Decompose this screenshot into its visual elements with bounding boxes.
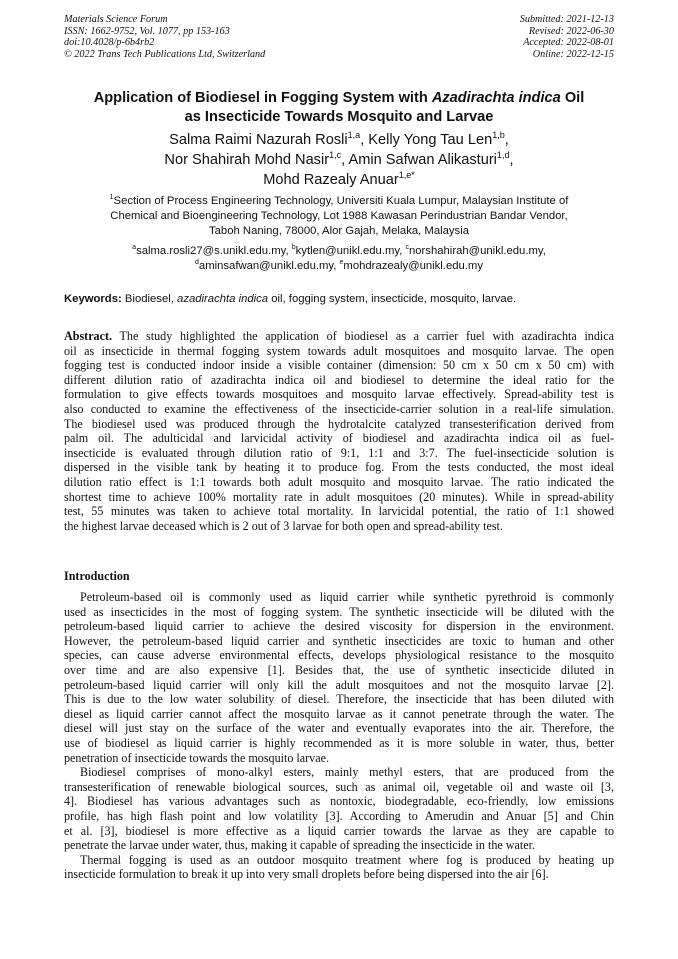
introduction-body: Petroleum-based oil is commonly used as liquid carrier while synthetic pyrethroid is commonly used as insecticides in the most of fogging system. The synthetic insecticide will be diluted with the petroleum-based liquid carrier to achieve the desired viscosity for dispersion in the environment. However, the petroleum-based liquid carrier and synthetic insecticides are toxic to human and other species, can cause adverse environmental effects, develops physiological resistance to the mosquito over time and are also expensive [1]. Besides that, the use of synthetic insecticide diluted in petroleum-based liquid carrier will only kill the adult mosquitoes and not the mosquito larvae [2]. This is due to the low water solubility of diesel. Therefore, the insecticide that has been diluted with diesel as liquid carrier cannot affect the mosquito larvae as it cannot penetrate through the water. The diesel will just stay on the surface of the water and eventually evaporates into the air. Therefore, the use of biodiesel as liquid carrier is highly recommended as it is more soluble in water, thus, better penetration of insecticide towards the mosquito larvae. Biodiesel comprises of mono-alkyl esters, mainly methyl esters, that are produced from the transesterification of renewable biological sources, such as animal oil, vegetable oil and waste oil [3, 4]. Biodiesel has various advantages such as nontoxic, biodegradable, eco-friendly, low emissions profile, has high flash point and low volatility [3]. According to Amerudin and Anuar [5] and Chin et al. [3], biodiesel is more effective as a liquid carrier towards the larvae as they are capable to penetrate the larvae under water, thus, making it capable of spreading the insecticide in the water. Thermal fogging is used as an outdoor mosquito treatment where fog is produced by heating up insecticide formulation to break it up into very small droplets before being dispersed into the air [6]. [64,590,614,882]
journal-header [64,14,265,60]
paragraph-2: Biodiesel comprises of mono-alkyl esters, mainly methyl esters, that are produced from the [80,765,614,780]
author-emails: $^a$salma.rosli27@s.unikl.edu.my, $^b$kytlen@unikl.edu.my, $^c$norshahirah@unikl.edu.my, $^d$aminsafwan@unikl.edu.my, $^e$mohdrazealy@unikl.edu.my [132,244,546,273]
date-online: Online: 2022-12-15 [532,48,614,60]
title-line-1: Application of Biodiesel in Fogging System with Azadirachta indica Oil [93,90,585,106]
section-heading-introduction: Introduction [64,569,130,583]
authors-line-2: Nor Shahirah Mohd Nasir$^{1,c}$, Amin Safwan Alikasturi$^{1,d}$, [164,150,514,168]
authors-line-3: Mohd Razealy Anuar$^{1,e*}$ [263,170,415,188]
keywords-label: Keywords: [64,293,122,305]
paragraph-1: Petroleum-based oil is commonly used as liquid carrier while synthetic pyrethroid is commonly [80,590,614,604]
keywords: Keywords: Biodiesel, azadirachta indica oil, fogging system, insecticide, mosquito, larvae. [64,293,517,305]
author-name: Nor Shahirah Mohd Nasir [164,152,330,168]
journal-issn: ISSN: 1662-9752, Vol. 1077, pp 153-163 [64,25,230,37]
email-link[interactable]: aminsafwan@unikl.edu.my [198,260,334,273]
abstract-label: Abstract. [64,329,113,343]
title-line-2: as Insecticide Towards Mosquito and Larvae [184,109,494,125]
paragraph-3: Thermal fogging is used as an outdoor mosquito treatment where fog is produced by heating up [80,852,614,867]
author-name: Amin Safwan Alikasturi [348,152,497,168]
email-link[interactable]: norshahirah@unikl.edu.my [408,245,543,257]
abstract: Abstract. The study highlighted the application of biodiesel as a carrier fuel with azadirachta indica oil as insecticide in thermal fogging system towards adult mosquitoes and mosquito larvae. The open fogging test is conducted indoor inside a visible container (dimension: 50 cm x 50 cm x 50 cm) with different dilution ratio of azadirachta indica oil and biodiesel to determine the ideal ratio for the formulation to give effects towards mosquitoes and mosquito larvae effectively. Spread-ability test is also conducted to examine the effectiveness of the insecticide-carrier solution in a real-life simulation. The biodiesel used was produced through the hydrotalcite catalyzed transesterification derived from palm oil. The adulticidal and larvicidal activity of biodiesel and azadirachta indica oil as fuel- insecticide is evaluated through dilution ratio of 9:1, 1:1 and 3:7. The fuel-insecticide solution is dispersed in the visible tank by heating it to produce fog. From the tests conducted, the most ideal dilution ratio effect is 1:1 towards both adult mosquito and mosquito larvae. The ratio indicated the shortest time to achieve 100% mortality rate in adult mosquitoes (20 minutes). While in spread-ability test, 55 minutes was taken to achieve total mortality. In larvicidal potential, the ratio of 1:1 showed the highest larvae deceased which is 2 out of 3 larvae for both open and spread-ability test. [64,329,614,533]
authors-line-1: Salma Raimi Nazurah Rosli$^{1,a}$, Kelly Yong Tau Len$^{1,b}$, [169,130,509,148]
date-submitted: Submitted: 2021-12-13 [519,14,614,25]
affiliation: $^1$Section of Process Engineering Technology, Universiti Kuala Lumpur, Malaysian Institute of Chemical and Bioengineering Technology, Lot 1988 Kawasan Perindustrian Bandar Vendor, Taboh Naning, 78000, Alor Gajah, Melaka, Malaysia [109,194,569,238]
journal-copyright: © 2022 Trans Tech Publications Ltd, Switzerland [64,48,266,60]
journal-name: Materials Science Forum [64,14,168,25]
email-link[interactable]: kytlen@unikl.edu.my [295,245,400,257]
author-name: Kelly Yong Tau Len [368,132,493,148]
author-name: Mohd Razealy Anuar [263,172,399,188]
email-link[interactable]: mohdrazealy@unikl.edu.my [343,260,483,273]
paper-title [30,89,648,127]
author-list [30,130,648,190]
author-name: Salma Raimi Nazurah Rosli [169,132,348,148]
date-accepted: Accepted: 2022-08-01 [523,37,614,49]
journal-doi: doi:10.4028/p-6b4rb2 [64,37,155,49]
email-link[interactable]: salma.rosli27@s.unikl.edu.my [136,245,286,257]
dates-header [520,14,614,60]
date-revised: Revised: 2022-06-30 [528,25,614,37]
